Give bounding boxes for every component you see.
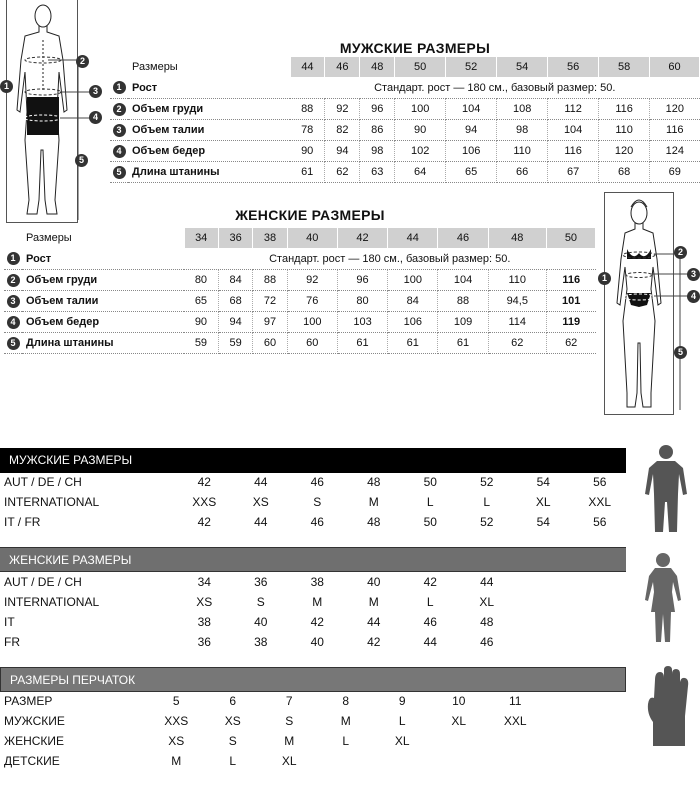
cell: 97 (253, 312, 287, 333)
cell: 104 (446, 99, 497, 120)
men-size-header: 48 (360, 57, 395, 78)
cell: 120 (599, 141, 650, 162)
cell: 44 (480, 575, 494, 589)
cell: 88 (438, 291, 488, 312)
row-number: 3 (7, 295, 20, 308)
cell: 116 (548, 141, 599, 162)
cell: 36 (254, 575, 268, 589)
cell: 69 (650, 162, 700, 183)
cell: 94 (446, 120, 497, 141)
conv-row (0, 592, 515, 612)
women-size-header: 40 (287, 228, 337, 249)
man-marker-5: 5 (75, 154, 88, 167)
cell: 90 (184, 312, 218, 333)
cell: 38 (254, 635, 268, 649)
cell: 106 (446, 141, 497, 162)
men-size-header: 56 (548, 57, 599, 78)
gloves-conversion-header: РАЗМЕРЫ ПЕРЧАТОК (0, 667, 626, 692)
conv-row-label: INTERNATIONAL (4, 595, 100, 609)
cell: XL (281, 754, 297, 768)
glove-icon (645, 666, 691, 748)
row-number: 1 (113, 81, 126, 94)
men-row-height (110, 78, 700, 99)
cell: 84 (388, 291, 438, 312)
cell: 98 (497, 120, 548, 141)
women-row-hips (4, 312, 596, 333)
conv-row-label: МУЖСКИЕ (4, 714, 65, 728)
cell: 61 (388, 333, 438, 354)
cell: 110 (599, 120, 650, 141)
cell: 116 (546, 270, 595, 291)
men-size-label: Размеры (132, 61, 178, 73)
cell: 76 (287, 291, 337, 312)
cell: 52 (480, 515, 494, 529)
conv-row-label: FR (4, 635, 20, 649)
cell: 48 (367, 515, 381, 529)
cell: 101 (546, 291, 595, 312)
cell: 42 (310, 615, 324, 629)
cell: L (483, 495, 491, 509)
cell: 103 (337, 312, 387, 333)
conv-row (0, 711, 544, 731)
women-size-header: 44 (388, 228, 438, 249)
row-label: Рост (128, 78, 290, 99)
cell: 94 (325, 141, 360, 162)
cell: S (228, 734, 237, 748)
cell: 65 (184, 291, 218, 312)
cell: 42 (197, 515, 211, 529)
cell: 42 (423, 575, 437, 589)
row-label: Длина штанины (128, 162, 290, 183)
man-silhouette-icon (643, 444, 689, 534)
cell: 61 (438, 333, 488, 354)
conv-row-label: ЖЕНСКИЕ (4, 734, 65, 748)
row-number: 2 (113, 103, 126, 116)
cell: XL (394, 734, 410, 748)
cell: 98 (360, 141, 395, 162)
conv-row-label: РАЗМЕР (4, 694, 53, 708)
cell: 109 (438, 312, 488, 333)
men-size-header: 44 (290, 57, 325, 78)
woman-marker-3: 3 (687, 268, 700, 281)
cell: 72 (253, 291, 287, 312)
cell: 59 (218, 333, 252, 354)
cell: 96 (360, 99, 395, 120)
cell: 10 (452, 694, 466, 708)
cell: 42 (367, 635, 381, 649)
cell: S (313, 495, 322, 509)
height-note: Стандарт. рост — 180 см., базовый размер: 50. (290, 78, 700, 99)
cell: 46 (423, 615, 437, 629)
cell: 56 (593, 475, 607, 489)
conv-row-label: IT (4, 615, 15, 629)
cell: XXL (588, 495, 612, 509)
men-size-header: 54 (497, 57, 548, 78)
men-conversion-header: МУЖСКИЕ РАЗМЕРЫ (0, 448, 626, 473)
cell: 60 (253, 333, 287, 354)
cell: 60 (287, 333, 337, 354)
cell: 100 (388, 270, 438, 291)
woman-marker-4: 4 (687, 290, 700, 303)
row-label: Объем талии (22, 291, 184, 312)
cell: 52 (480, 475, 494, 489)
cell: 56 (593, 515, 607, 529)
cell: 108 (497, 99, 548, 120)
cell: 110 (488, 270, 546, 291)
gloves-conversion-table (0, 691, 544, 771)
cell: 106 (388, 312, 438, 333)
women-conversion-header: ЖЕНСКИЕ РАЗМЕРЫ (0, 547, 626, 572)
cell: 84 (218, 270, 252, 291)
men-row-chest (110, 99, 700, 120)
cell: 90 (395, 120, 446, 141)
cell: 92 (325, 99, 360, 120)
cell: 44 (254, 515, 268, 529)
conv-row (0, 472, 628, 492)
cell: 46 (480, 635, 494, 649)
cell: XL (535, 495, 551, 509)
row-label: Объем груди (128, 99, 290, 120)
cell: 54 (536, 515, 550, 529)
conv-row (0, 612, 515, 632)
men-size-header: 50 (395, 57, 446, 78)
cell: 92 (287, 270, 337, 291)
women-size-header: 48 (488, 228, 546, 249)
conv-row (0, 492, 628, 512)
cell: 119 (546, 312, 595, 333)
conv-row (0, 572, 515, 592)
cell: 8 (342, 694, 350, 708)
cell: 46 (310, 515, 324, 529)
men-header-row (110, 57, 700, 78)
cell: 100 (287, 312, 337, 333)
cell: XS (224, 714, 241, 728)
cell: 6 (229, 694, 237, 708)
cell: 110 (497, 141, 548, 162)
row-label: Объем талии (128, 120, 290, 141)
cell: 65 (446, 162, 497, 183)
cell: 90 (290, 141, 325, 162)
cell: 100 (395, 99, 446, 120)
man-marker-3: 3 (89, 85, 102, 98)
cell: 59 (184, 333, 218, 354)
cell: 67 (548, 162, 599, 183)
women-size-table (4, 227, 596, 354)
row-number: 4 (7, 316, 20, 329)
cell: 44 (254, 475, 268, 489)
woman-silhouette-icon (643, 552, 683, 644)
cell: 94 (218, 312, 252, 333)
women-size-header: 50 (546, 228, 595, 249)
cell: 61 (337, 333, 387, 354)
cell: 38 (197, 615, 211, 629)
cell: 88 (290, 99, 325, 120)
cell: 7 (285, 694, 293, 708)
cell: 102 (395, 141, 446, 162)
cell: XS (252, 495, 269, 509)
row-number: 3 (113, 124, 126, 137)
cell: 82 (325, 120, 360, 141)
men-row-inseam (110, 162, 700, 183)
woman-marker-1: 1 (598, 272, 611, 285)
row-label: Объем груди (22, 270, 184, 291)
conv-row-label: IT / FR (4, 515, 41, 529)
cell: 46 (310, 475, 324, 489)
cell: M (312, 595, 323, 609)
women-conversion-table (0, 572, 515, 652)
cell: XL (479, 595, 495, 609)
row-label: Объем бедер (128, 141, 290, 162)
men-size-table (110, 56, 700, 183)
men-size-header: 46 (325, 57, 360, 78)
women-table-title: ЖЕНСКИЕ РАЗМЕРЫ (235, 207, 385, 223)
women-size-header: 36 (218, 228, 252, 249)
cell: 80 (184, 270, 218, 291)
women-row-waist (4, 291, 596, 312)
cell: 40 (254, 615, 268, 629)
cell: 64 (395, 162, 446, 183)
women-size-header: 42 (337, 228, 387, 249)
cell: 44 (367, 615, 381, 629)
conv-row (0, 632, 515, 652)
women-size-header: 38 (253, 228, 287, 249)
cell: 124 (650, 141, 700, 162)
man-marker-4: 4 (89, 111, 102, 124)
row-number: 5 (113, 166, 126, 179)
women-row-chest (4, 270, 596, 291)
conv-row-label: INTERNATIONAL (4, 495, 100, 509)
cell: 11 (509, 694, 522, 708)
cell: XXL (503, 714, 527, 728)
row-label: Длина штанины (22, 333, 184, 354)
cell: 62 (546, 333, 595, 354)
cell: 38 (310, 575, 324, 589)
cell: XXS (164, 714, 189, 728)
cell: M (171, 754, 182, 768)
women-header-row (4, 228, 596, 249)
cell: 61 (290, 162, 325, 183)
cell: 54 (536, 475, 550, 489)
cell: 116 (650, 120, 700, 141)
height-note: Стандарт. рост — 180 см., базовый размер: 50. (184, 249, 596, 270)
men-size-header: 60 (650, 57, 700, 78)
cell: 86 (360, 120, 395, 141)
cell: 66 (497, 162, 548, 183)
cell: M (284, 734, 295, 748)
cell: 50 (423, 515, 437, 529)
cell: 44 (423, 635, 437, 649)
cell: 120 (650, 99, 700, 120)
cell: XL (451, 714, 467, 728)
cell: 68 (599, 162, 650, 183)
row-number: 5 (7, 337, 20, 350)
cell: 5 (172, 694, 180, 708)
cell: XXS (192, 495, 217, 509)
women-size-header: 46 (438, 228, 488, 249)
men-conversion-table (0, 472, 628, 532)
cell: 42 (197, 475, 211, 489)
cell: M (368, 495, 379, 509)
men-row-waist (110, 120, 700, 141)
cell: 116 (599, 99, 650, 120)
cell: 48 (367, 475, 381, 489)
cell: L (426, 495, 434, 509)
cell: S (285, 714, 294, 728)
cell: L (229, 754, 237, 768)
cell: 62 (325, 162, 360, 183)
cell: S (256, 595, 265, 609)
cell: L (342, 734, 350, 748)
cell: 78 (290, 120, 325, 141)
cell: XS (196, 595, 213, 609)
women-row-inseam (4, 333, 596, 354)
conv-row (0, 731, 544, 751)
woman-marker-5: 5 (674, 346, 687, 359)
row-number: 4 (113, 145, 126, 158)
cell: L (398, 714, 406, 728)
men-size-header: 52 (446, 57, 497, 78)
cell: 104 (548, 120, 599, 141)
woman-marker-2: 2 (674, 246, 687, 259)
cell: 62 (488, 333, 546, 354)
cell: 104 (438, 270, 488, 291)
cell: M (340, 714, 351, 728)
cell: 96 (337, 270, 387, 291)
cell: 50 (423, 475, 437, 489)
cell: 94,5 (488, 291, 546, 312)
cell: 36 (197, 635, 211, 649)
row-number: 1 (7, 252, 20, 265)
cell: 48 (480, 615, 494, 629)
man-marker-1: 1 (0, 80, 13, 93)
men-size-header: 58 (599, 57, 650, 78)
conv-row-label: AUT / DE / CH (4, 475, 82, 489)
conv-row-label: ДЕТСКИЕ (4, 754, 60, 768)
row-label: Объем бедер (22, 312, 184, 333)
cell: L (426, 595, 434, 609)
cell: 114 (488, 312, 546, 333)
cell: 80 (337, 291, 387, 312)
women-size-label: Размеры (26, 232, 72, 244)
row-label: Рост (22, 249, 184, 270)
men-row-hips (110, 141, 700, 162)
cell: 88 (253, 270, 287, 291)
cell: 112 (548, 99, 599, 120)
cell: 68 (218, 291, 252, 312)
cell: 63 (360, 162, 395, 183)
man-marker-2: 2 (76, 55, 89, 68)
conv-row (0, 691, 544, 711)
cell: 9 (398, 694, 406, 708)
women-size-header: 34 (184, 228, 218, 249)
cell: 34 (197, 575, 211, 589)
women-row-height (4, 249, 596, 270)
cell: M (368, 595, 379, 609)
men-table-title: МУЖСКИЕ РАЗМЕРЫ (339, 40, 491, 56)
woman-marker-lines (604, 192, 700, 420)
cell: 40 (310, 635, 324, 649)
conv-row-label: AUT / DE / CH (4, 575, 82, 589)
row-number: 2 (7, 274, 20, 287)
conv-row (0, 751, 544, 771)
cell: 40 (367, 575, 381, 589)
conv-row (0, 512, 628, 532)
cell: XS (168, 734, 185, 748)
